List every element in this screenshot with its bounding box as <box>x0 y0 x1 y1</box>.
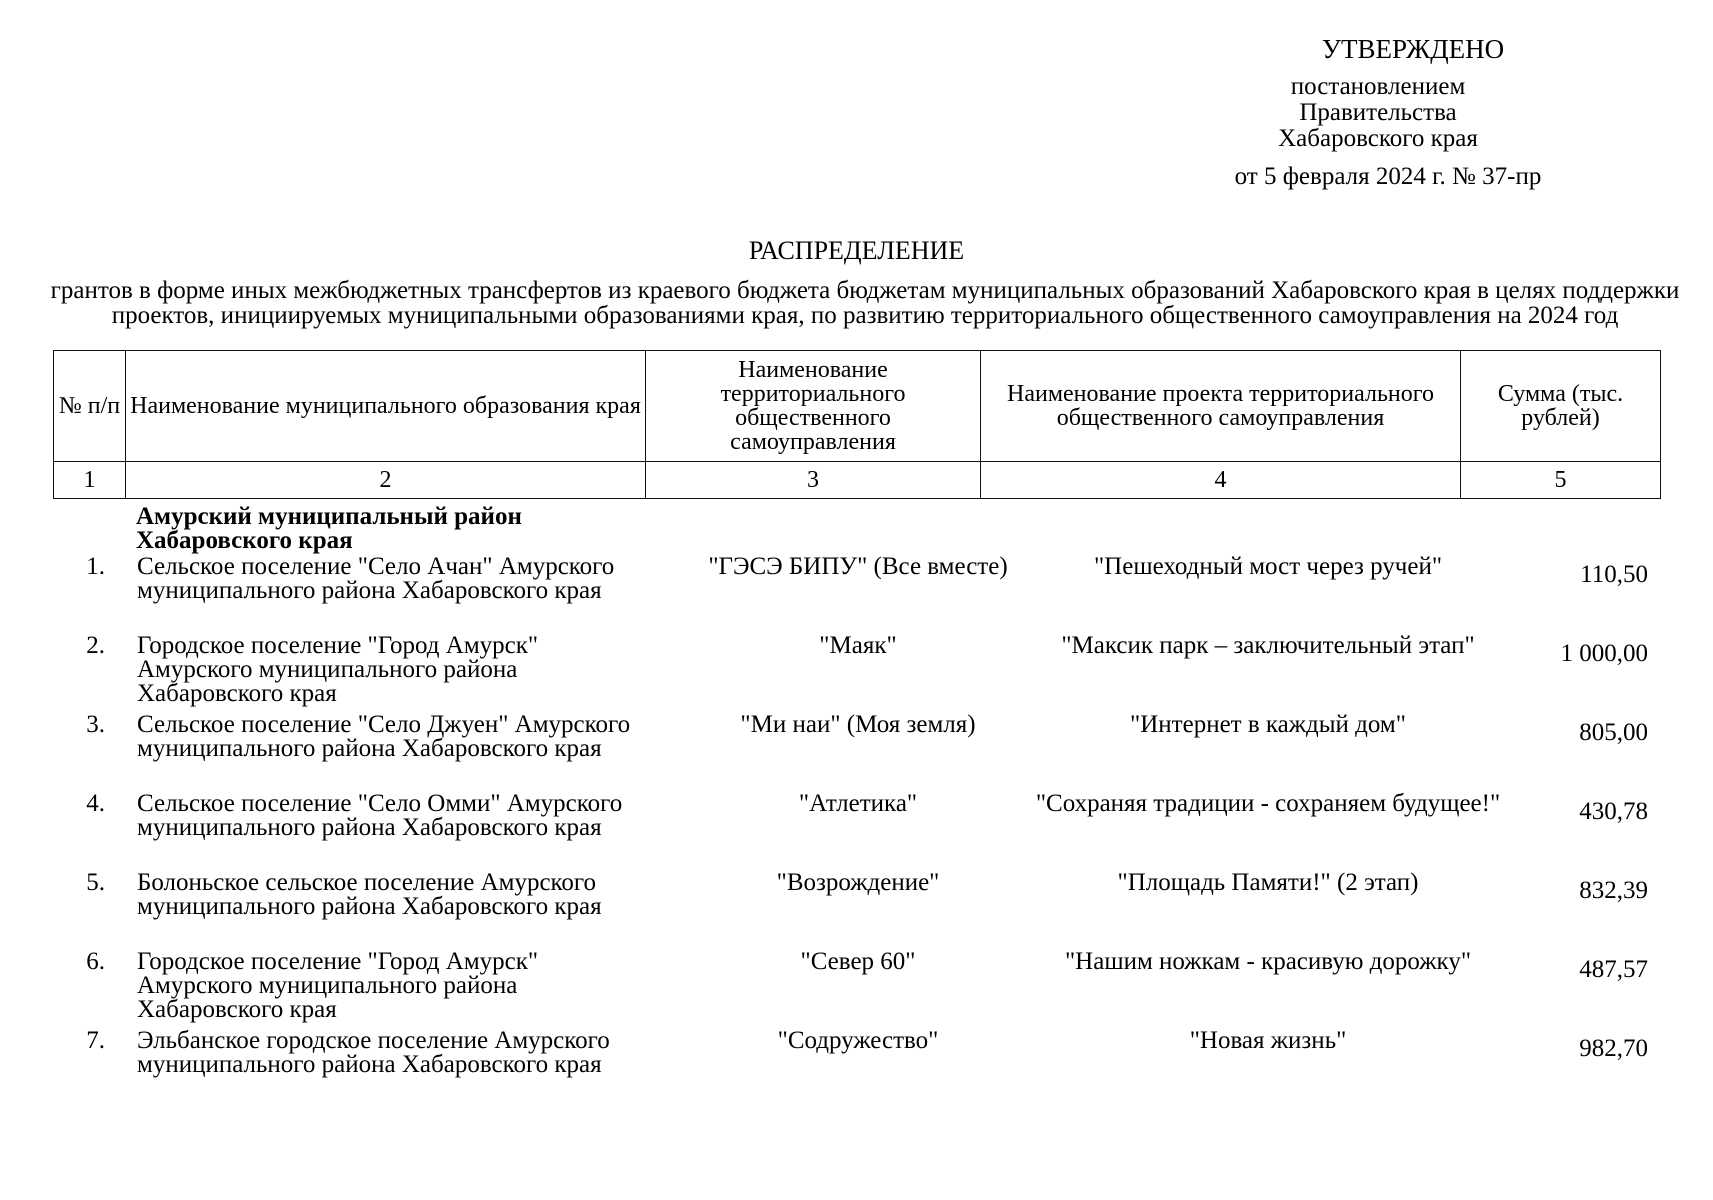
header-cell-project: Наименование проекта территориального общественного самоуправления <box>981 351 1461 462</box>
row-tos: "ГЭСЭ БИПУ" (Все вместе) <box>708 553 1008 580</box>
row-municipality: Эльбанское городское поселение Амурского муниципального района Хабаровского края <box>137 1027 610 1078</box>
row-sum: 805,00 <box>1579 719 1648 746</box>
row-number: 7. <box>86 1027 105 1054</box>
row-number: 5. <box>86 869 105 896</box>
row-sum: 487,57 <box>1579 956 1648 983</box>
approval-stamp <box>1198 36 1558 190</box>
approval-line-3: Хабаровского края <box>1278 125 1478 152</box>
row-tos: "Атлетика" <box>798 790 918 817</box>
table-row <box>53 1029 1663 1108</box>
row-number: 2. <box>86 632 105 659</box>
header-cell-num: № п/п <box>54 351 126 462</box>
column-number: 5 <box>1461 462 1661 499</box>
table-row <box>53 713 1663 792</box>
row-project: "Сохраняя традиции - сохраняем будущее!" <box>1035 790 1501 817</box>
row-tos: "Север 60" <box>800 948 916 975</box>
row-project: "Нашим ножкам - красивую дорожку" <box>1064 948 1472 975</box>
approval-date: от 5 февраля 2024 г. № 37-пр <box>1234 163 1542 190</box>
table-row <box>53 634 1663 713</box>
row-number: 6. <box>86 948 105 975</box>
row-project: "Новая жизнь" <box>1189 1027 1347 1054</box>
table-row <box>53 555 1663 634</box>
row-number: 3. <box>86 711 105 738</box>
row-sum: 832,39 <box>1579 877 1648 904</box>
row-municipality: Сельское поселение "Село Джуен" Амурского муниципального района Хабаровского края <box>137 711 631 762</box>
row-tos: "Ми наи" (Моя земля) <box>740 711 976 738</box>
group-title: Амурский муниципальный район Хабаровского края <box>136 503 522 554</box>
row-municipality: Сельское поселение "Село Ачан" Амурского муниципального района Хабаровского края <box>137 553 615 604</box>
row-sum: 982,70 <box>1579 1035 1648 1062</box>
row-project: "Интернет в каждый дом" <box>1130 711 1406 738</box>
row-municipality: Городское поселение "Город Амурск" Амурского муниципального района Хабаровского края <box>137 632 539 707</box>
table-body <box>53 505 1663 1108</box>
row-municipality: Городское поселение "Город Амурск" Амурского муниципального района Хабаровского края <box>137 948 539 1023</box>
column-number: 3 <box>646 462 981 499</box>
row-municipality: Сельское поселение "Село Омми" Амурского муниципального района Хабаровского края <box>137 790 623 841</box>
approval-line-2: Правительства <box>1299 99 1457 126</box>
approval-line-1: постановлением <box>1290 73 1466 100</box>
approval-heading: УТВЕРЖДЕНО <box>1321 34 1505 64</box>
row-project: "Пешеходный мост через ручей" <box>1093 553 1443 580</box>
row-sum: 430,78 <box>1579 798 1648 825</box>
row-number: 4. <box>86 790 105 817</box>
row-project: "Максик парк – заключительный этап" <box>1061 632 1475 659</box>
header-row <box>54 351 1661 462</box>
table-row <box>53 950 1663 1029</box>
header-cell-sum: Сумма (тыс. рублей) <box>1461 351 1661 462</box>
row-tos: "Возрождение" <box>776 869 940 896</box>
table-row <box>53 871 1663 950</box>
row-project: "Площадь Памяти!" (2 этап) <box>1117 869 1419 896</box>
row-municipality: Болоньское сельское поселение Амурского муниципального района Хабаровского края <box>137 869 602 920</box>
column-number: 1 <box>54 462 126 499</box>
row-sum: 1 000,00 <box>1560 640 1648 667</box>
document-title: РАСПРЕДЕЛЕНИЕ <box>748 236 965 265</box>
header-cell-tos: Наименование территориального общественного самоуправления <box>646 351 981 462</box>
row-sum: 110,50 <box>1580 561 1648 588</box>
table-row <box>53 792 1663 871</box>
column-number-row <box>54 462 1661 499</box>
header-cell-municipality: Наименование муниципального образования края <box>126 351 646 462</box>
header-table <box>53 350 1661 499</box>
document-subtitle: грантов в форме иных межбюджетных трансфертов из краевого бюджета бюджетам муниципальных образований Хабаровского края в целях поддержки проектов, инициируемых муниципальными образованиями края, по развитию территориального общественного самоуправления на 2024 год <box>50 277 1680 329</box>
column-number: 4 <box>981 462 1461 499</box>
column-number: 2 <box>126 462 646 499</box>
row-tos: "Маяк" <box>819 632 897 659</box>
row-number: 1. <box>86 553 105 580</box>
row-tos: "Содружество" <box>777 1027 939 1054</box>
